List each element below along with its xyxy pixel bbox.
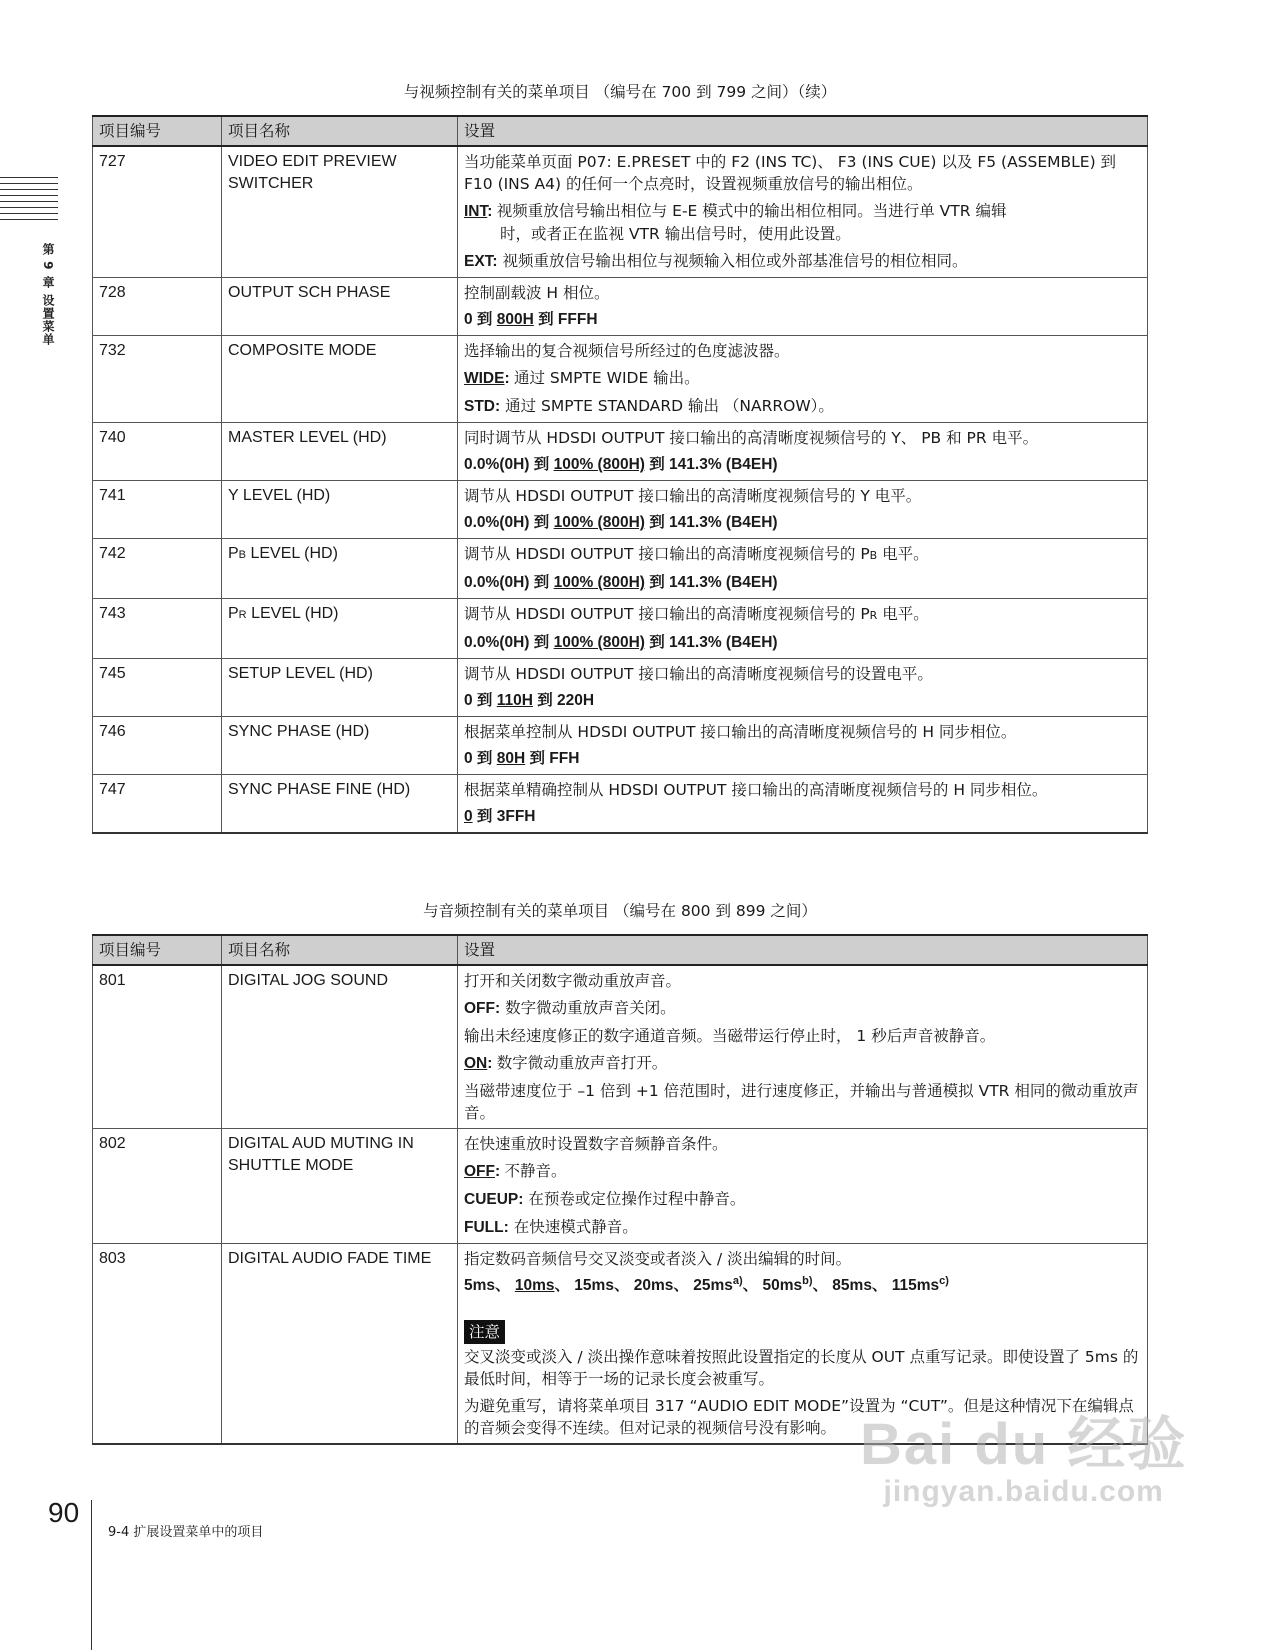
table-row	[93, 146, 1148, 278]
settings-description: 同时调节从 HDSDI OUTPUT 接口输出的高清晰度视频信号的 Y、 PB 和 PR 电平。	[464, 429, 1039, 447]
chapter-label: 第 9 章 设置菜单	[41, 243, 55, 346]
table-row	[93, 423, 1148, 481]
video-table-caption: 与视频控制有关的菜单项目 （编号在 700 到 799 之间）（续）	[403, 83, 837, 101]
settings-range: 0 到 110H 到 220H	[464, 692, 595, 709]
option-on-note: 当磁带速度位于 –1 倍到 +1 倍范围时，进行速度修正，并输出与普通模拟 VTR 相同的微动重放声音。	[464, 1082, 1139, 1122]
settings-range: 0.0%(0H) 到 100% (800H) 到 141.3% (B4EH)	[464, 456, 778, 473]
item-number: 803	[93, 1244, 222, 1445]
item-settings	[458, 336, 1148, 423]
item-name: PR LEVEL (HD)	[222, 599, 458, 659]
video-menu-table	[92, 115, 1148, 834]
item-number: 743	[93, 599, 222, 659]
option-std: STD: 通过 SMPTE STANDARD 输出 （NARROW）。	[464, 397, 834, 415]
option-on: ON: 数字微动重放声音打开。	[464, 1054, 668, 1072]
footer-divider	[91, 1500, 92, 1650]
table-header-row	[93, 116, 1148, 146]
item-name: DIGITAL JOG SOUND	[222, 965, 458, 1129]
table-row	[93, 1129, 1148, 1244]
table-row	[93, 539, 1148, 599]
settings-description: 调节从 HDSDI OUTPUT 接口输出的高清晰度视频信号的 PR 电平。	[464, 605, 929, 623]
header-settings: 设置	[458, 935, 1148, 965]
header-item-number: 项目编号	[93, 935, 222, 965]
table-row	[93, 659, 1148, 717]
item-name: DIGITAL AUDIO FADE TIME	[222, 1244, 458, 1445]
page-number: 90	[48, 1497, 80, 1528]
item-number: 727	[93, 146, 222, 278]
item-name: Y LEVEL (HD)	[222, 481, 458, 539]
item-settings	[458, 481, 1148, 539]
settings-range: 0 到 800H 到 FFFH	[464, 311, 598, 328]
item-name: COMPOSITE MODE	[222, 336, 458, 423]
settings-range: 0.0%(0H) 到 100% (800H) 到 141.3% (B4EH)	[464, 514, 778, 531]
settings-description: 选择输出的复合视频信号所经过的色度滤波器。	[464, 342, 790, 360]
audio-menu-table	[92, 934, 1148, 1445]
header-item-name: 项目名称	[222, 116, 458, 146]
option-int: INT: 视频重放信号输出相位与 E-E 模式中的输出相位相同。当进行单 VTR 编辑	[464, 202, 1007, 220]
item-settings	[458, 659, 1148, 717]
item-name: SYNC PHASE FINE (HD)	[222, 775, 458, 834]
table-row	[93, 278, 1148, 336]
settings-description: 调节从 HDSDI OUTPUT 接口输出的高清晰度视频信号的 Y 电平。	[464, 487, 922, 505]
header-settings: 设置	[458, 116, 1148, 146]
item-settings	[458, 599, 1148, 659]
option-off: OFF: 数字微动重放声音关闭。	[464, 999, 676, 1017]
option-off: OFF: 不静音。	[464, 1162, 567, 1180]
item-name: DIGITAL AUD MUTING IN SHUTTLE MODE	[222, 1129, 458, 1244]
settings-description: 在快速重放时设置数字音频静音条件。	[464, 1135, 728, 1153]
settings-description: 调节从 HDSDI OUTPUT 接口输出的高清晰度视频信号的 PB 电平。	[464, 545, 929, 563]
option-int-continued: 时，或者正在监视 VTR 输出信号时，使用此设置。	[500, 225, 851, 243]
note-label: 注意	[464, 1320, 505, 1344]
option-full: FULL: 在快速模式静音。	[464, 1218, 638, 1236]
settings-values: 5ms、 10ms、 15ms、 20ms、 $25ms^{a)}$、 $50ms^{b)}$、 85ms、 $115ms^{c)}$	[464, 1274, 949, 1294]
table-row	[93, 717, 1148, 775]
item-name: PB LEVEL (HD)	[222, 539, 458, 599]
item-settings	[458, 1129, 1148, 1244]
item-number: 741	[93, 481, 222, 539]
table-row	[93, 599, 1148, 659]
option-wide: WIDE: 通过 SMPTE WIDE 输出。	[464, 369, 700, 387]
table-row	[93, 965, 1148, 1129]
item-number: 747	[93, 775, 222, 834]
item-number: 746	[93, 717, 222, 775]
item-number: 742	[93, 539, 222, 599]
item-name: SYNC PHASE (HD)	[222, 717, 458, 775]
header-item-number: 项目编号	[93, 116, 222, 146]
item-settings	[458, 278, 1148, 336]
settings-description: 指定数码音频信号交叉淡变或者淡入 / 淡出编辑的时间。	[464, 1250, 852, 1268]
settings-range: 0.0%(0H) 到 100% (800H) 到 141.3% (B4EH)	[464, 574, 778, 591]
settings-description: 控制副载波 H 相位。	[464, 284, 610, 302]
item-settings	[458, 775, 1148, 834]
item-settings	[458, 717, 1148, 775]
item-settings	[458, 539, 1148, 599]
settings-range: 0.0%(0H) 到 100% (800H) 到 141.3% (B4EH)	[464, 634, 778, 651]
item-number: 801	[93, 965, 222, 1129]
chapter-tab-lines	[0, 177, 58, 225]
settings-description: 根据菜单控制从 HDSDI OUTPUT 接口输出的高清晰度视频信号的 H 同步相位。	[464, 723, 1017, 741]
table-header-row	[93, 935, 1148, 965]
item-name: SETUP LEVEL (HD)	[222, 659, 458, 717]
item-number: 740	[93, 423, 222, 481]
note-text: 为避免重写，请将菜单项目 317 “AUDIO EDIT MODE”设置为 “CUT”。但是这种情况下在编辑点的音频会变得不连续。但对记录的视频信号没有影响。	[464, 1397, 1134, 1437]
footer-section: 9-4 扩展设置菜单中的项目	[108, 1525, 264, 1540]
item-number: 802	[93, 1129, 222, 1244]
item-settings	[458, 146, 1148, 278]
audio-table-caption: 与音频控制有关的菜单项目 （编号在 800 到 899 之间）	[423, 902, 817, 920]
settings-description: 当功能菜单页面 P07: E.PRESET 中的 F2 (INS TC)、 F3 (INS CUE) 以及 F5 (ASSEMBLE) 到 F10 (INS A4) 的任何一个点亮时，设置视频重放信号的输出相位。	[464, 153, 1117, 193]
option-off-note: 输出未经速度修正的数字通道音频。当磁带运行停止时， 1 秒后声音被静音。	[464, 1027, 996, 1045]
settings-description: 调节从 HDSDI OUTPUT 接口输出的高清晰度视频信号的设置电平。	[464, 665, 933, 683]
option-ext: EXT: 视频重放信号输出相位与视频输入相位或外部基准信号的相位相同。	[464, 252, 968, 270]
item-settings	[458, 965, 1148, 1129]
item-name: MASTER LEVEL (HD)	[222, 423, 458, 481]
note-text: 交叉淡变或淡入 / 淡出操作意味着按照此设置指定的长度从 OUT 点重写记录。即使设置了 5ms 的最低时间，相等于一场的记录长度会被重写。	[464, 1348, 1139, 1388]
header-item-name: 项目名称	[222, 935, 458, 965]
item-settings	[458, 423, 1148, 481]
settings-description: 根据菜单精确控制从 HDSDI OUTPUT 接口输出的高清晰度视频信号的 H 同步相位。	[464, 781, 1048, 799]
settings-range: 0 到 3FFH	[464, 808, 536, 825]
item-name: VIDEO EDIT PREVIEW SWITCHER	[222, 146, 458, 278]
option-cueup: CUEUP: 在预卷或定位操作过程中静音。	[464, 1190, 746, 1208]
settings-description: 打开和关闭数字微动重放声音。	[464, 972, 682, 990]
item-number: 732	[93, 336, 222, 423]
settings-range: 0 到 80H 到 FFH	[464, 750, 580, 767]
baidu-watermark: Bai du 经验 jingyan.baidu.com	[860, 1412, 1188, 1508]
table-row	[93, 336, 1148, 423]
item-number: 745	[93, 659, 222, 717]
table-row	[93, 775, 1148, 834]
item-number: 728	[93, 278, 222, 336]
item-name: OUTPUT SCH PHASE	[222, 278, 458, 336]
table-row	[93, 481, 1148, 539]
